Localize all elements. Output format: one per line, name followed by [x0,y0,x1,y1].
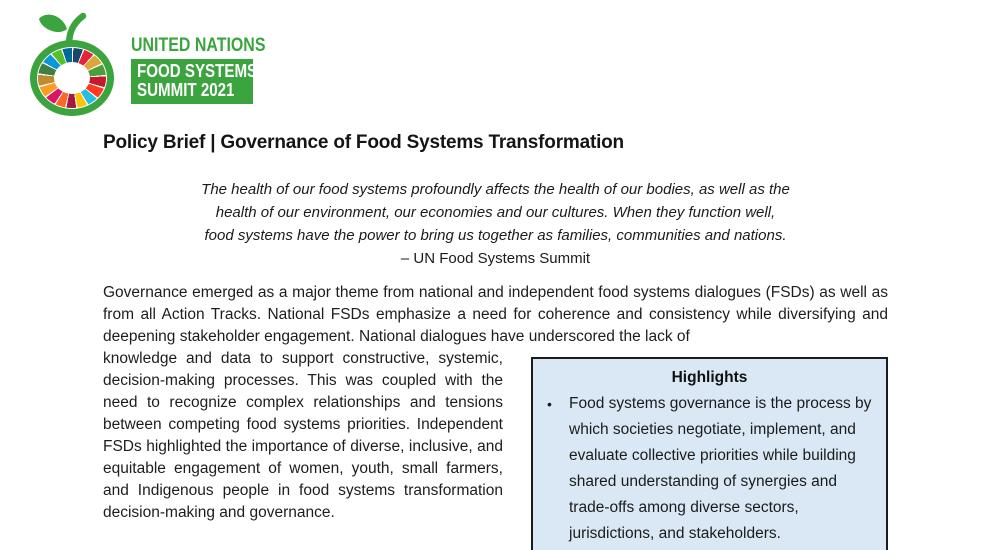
logo-banner [131,59,258,104]
highlights-box [531,357,888,550]
highlight-item [543,391,876,547]
quote-attribution: – UN Food Systems Summit [400,250,591,267]
unfss-logo [30,10,291,116]
highlights-list [543,391,876,547]
highlights-title: Highlights [671,369,748,386]
body-paragraph-intro: Governance emerged as a major theme from national and independent food systems dialogues (FSDs) as well as from all Action Tracks. National FSDs emphasize a need for coherence and consistency while diversifying and deepening stakeholder engagement. National dialogues have underscored the lack of [103,284,888,345]
wheel-center [54,62,90,94]
logo-org-name: UNITED NATIONS [131,35,266,56]
body-paragraph-wrapped: knowledge and data to support constructive, systemic, decision-making processes. This was coupled with the need to recognize complex relationships and tensions between competing food systems priorities. Independent FSDs highlighted the importance of diverse, inclusive, and equitable engagement of women, youth, small farmers, and Indigenous people in food systems transformation decision-making and governance. [103,350,503,521]
bullet-icon: • [547,396,552,412]
logo-text [131,35,291,104]
quote-line: health of our environment, our economies and our cultures. When they function well, [215,204,776,221]
quote-line: The health of our food systems profoundly affects the health of our bodies, as well as the [201,181,790,198]
page-title: Policy Brief | Governance of Food Systems Transformation [103,132,624,153]
highlight-text: Food systems governance is the process by which societies negotiate, implement, and evaluate collective priorities while building shared understanding of synergies and trade-offs among diverse sectors, jurisdictions, and stakeholders. [569,395,872,542]
epigraph-quote [146,178,846,270]
apple-ring-icon [30,40,114,116]
logo-banner-line1: FOOD SYSTEMS [137,61,258,81]
document-content [103,132,888,550]
unfss-apple-icon [30,40,114,116]
quote-line: food systems have the power to bring us together as families, communities and nations. [204,227,787,244]
logo-banner-line2: SUMMIT 2021 [137,80,235,100]
columns-row [103,348,888,550]
